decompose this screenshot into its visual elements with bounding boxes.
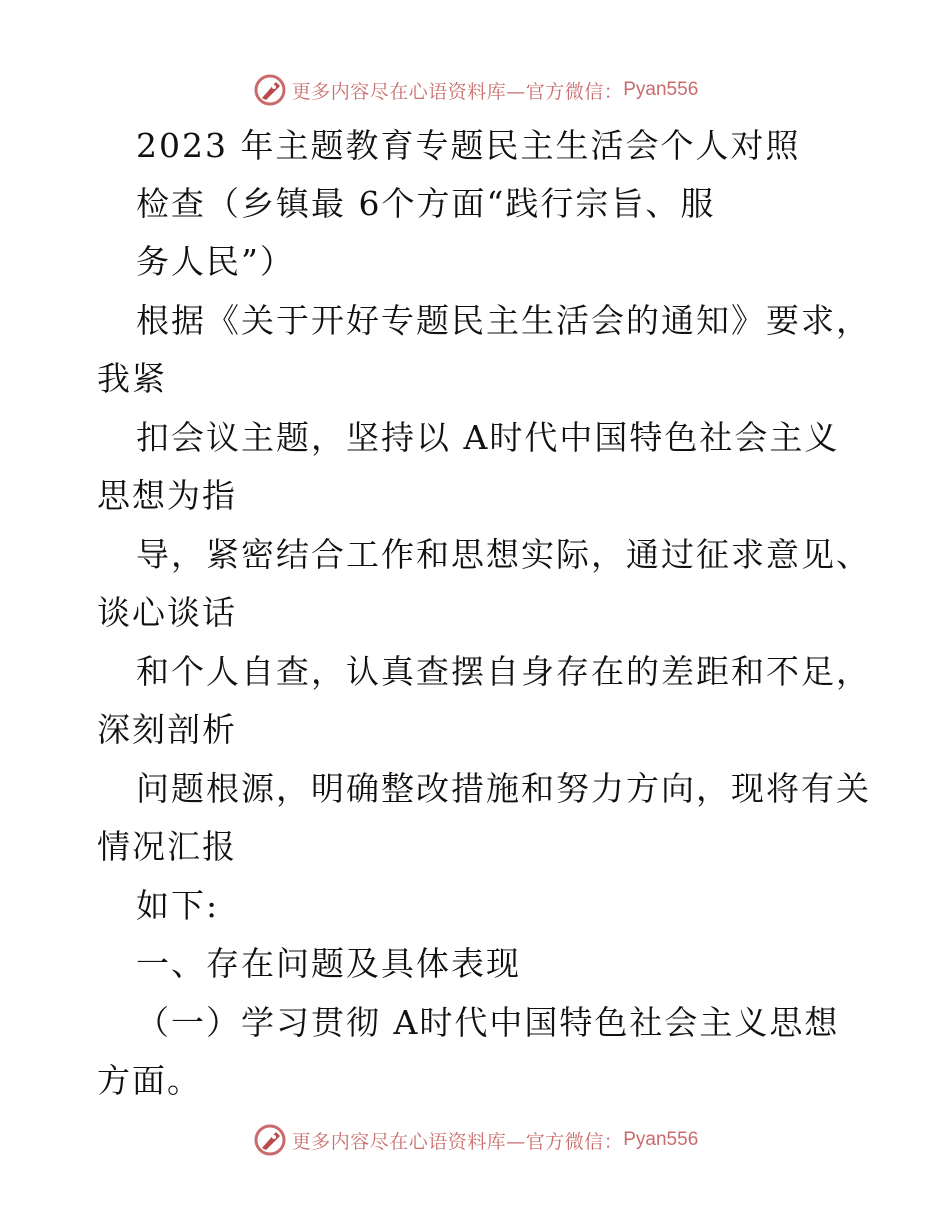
banner-wechat-id: Pyan556: [623, 1129, 699, 1150]
paragraph-line: 和个人自查，认真查摆自身存在的差距和不足，: [136, 652, 871, 691]
paragraph-line: 扣会议主题，坚持以 A时代中国特色社会主义: [136, 418, 840, 457]
paragraph-line: 深刻剖析: [97, 710, 237, 749]
banner-wechat-id: Pyan556: [623, 79, 699, 100]
paragraph-line: 根据《关于开好专题民主生活会的通知》要求，: [136, 301, 871, 340]
banner-text: 更多内容尽在心语资料库—官方微信：: [291, 80, 624, 103]
pen-nib-logo-icon: [252, 72, 288, 108]
paragraph-line: 思想为指: [97, 476, 237, 515]
paragraph-line: 如下:: [136, 886, 220, 925]
footer-watermark-banner: [0, 1120, 950, 1160]
paragraph-line: 问题根源，明确整改措施和努力方向，现将有关: [136, 769, 871, 808]
subsection-heading-cont: 方面。: [97, 1061, 202, 1100]
paragraph-line: 我紧: [97, 359, 167, 398]
header-watermark-banner: [0, 70, 950, 110]
paragraph-line: 谈心谈话: [97, 593, 237, 632]
banner-text: 更多内容尽在心语资料库—官方微信：: [291, 1130, 624, 1153]
pen-nib-logo-icon: [252, 1122, 288, 1158]
title-line-1: 2023 年主题教育专题民主生活会个人对照: [136, 126, 801, 165]
section-heading: 一、存在问题及具体表现: [136, 944, 521, 983]
title-line-2: 检查（乡镇最 6个方面“践行宗旨、服: [136, 184, 716, 223]
title-line-3: 务人民”）: [136, 242, 295, 281]
paragraph-line: 情况汇报: [97, 827, 237, 866]
paragraph-line: 导，紧密结合工作和思想实际，通过征求意见、: [136, 535, 871, 574]
subsection-heading: （一）学习贯彻 A时代中国特色社会主义思想: [136, 1003, 840, 1042]
